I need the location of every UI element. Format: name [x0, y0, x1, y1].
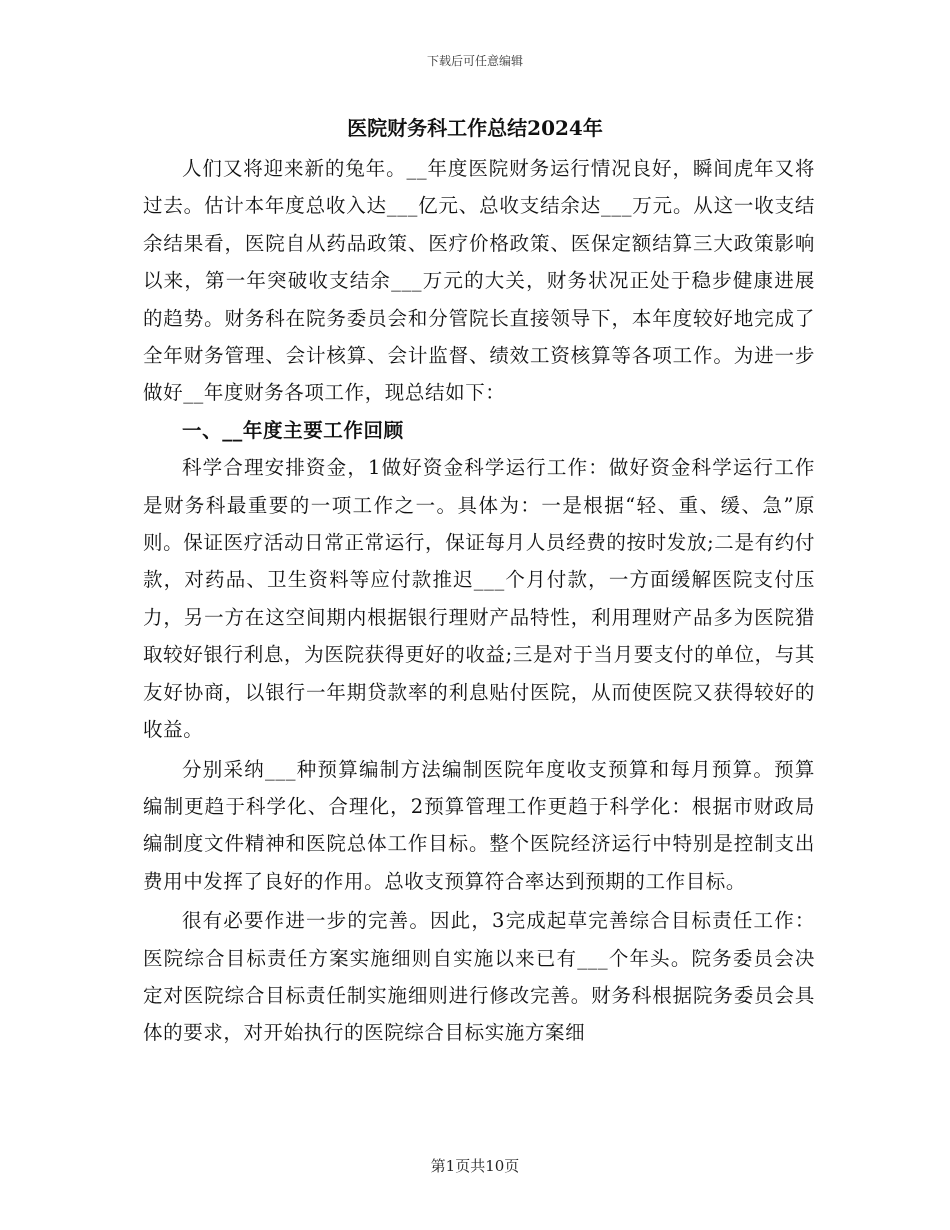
- paragraph-budget: 分别采纳___种预算编制方法编制医院年度收支预算和每月预算。预算编制更趋于科学化、合理化，2预算管理工作更趋于科学化：根据市财政局编制度文件精神和医院总体工作目标。整个医院经济运行中特别是控制支出费用中发挥了良好的作用。总收支预算符合率达到预期的工作目标。: [143, 757, 815, 893]
- paragraph-funds: 科学合理安排资金，1做好资金科学运行工作：做好资金科学运行工作是财务科最重要的一项工作之一。具体为：一是根据“轻、重、缓、急”原则。保证医疗活动日常正常运行，保证每月人员经费的按时发放;二是有约付款，对药品、卫生资料等应付款推迟___个月付款，一方面缓解医院支付压力，另一方在这空间期内根据银行理财产品特性，利用理财产品多为医院猎取较好银行利息，为医院获得更好的收益;三是对于当月要支付的单位，与其友好协商，以银行一年期贷款率的利息贴付医院，从而使医院又获得较好的收益。: [143, 456, 815, 742]
- section-heading-review: 一、__年度主要工作回顾: [182, 418, 404, 442]
- paragraph-targets: 很有必要作进一步的完善。因此，3完成起草完善综合目标责任工作：医院综合目标责任方案实施细则自实施以来已有___个年头。院务委员会决定对医院综合目标责任制实施细则进行修改完善。财务科根据院务委员会具体的要求，对开始执行的医院综合目标实施方案细: [143, 909, 815, 1045]
- page-footer: 第1页共10页: [430, 1157, 520, 1175]
- document-body: [143, 150, 815, 1052]
- document-title: 医院财务科工作总结2024年: [347, 116, 603, 140]
- header-note: 下载后可任意编辑: [426, 54, 523, 68]
- paragraph-intro: 人们又将迎来新的兔年。__年度医院财务运行情况良好，瞬间虎年又将过去。估计本年度总收入达___亿元、总收支结余达___万元。从这一收支结余结果看，医院自从药品政策、医疗价格政策、医保定额结算三大政策影响以来，第一年突破收支结余___万元的大关，财务状况正处于稳步健康进展的趋势。财务科在院务委员会和分管院长直接领导下，本年度较好地完成了全年财务管理、会计核算、会计监督、绩效工资核算等各项工作。为进一步做好__年度财务各项工作，现总结如下：: [143, 157, 815, 405]
